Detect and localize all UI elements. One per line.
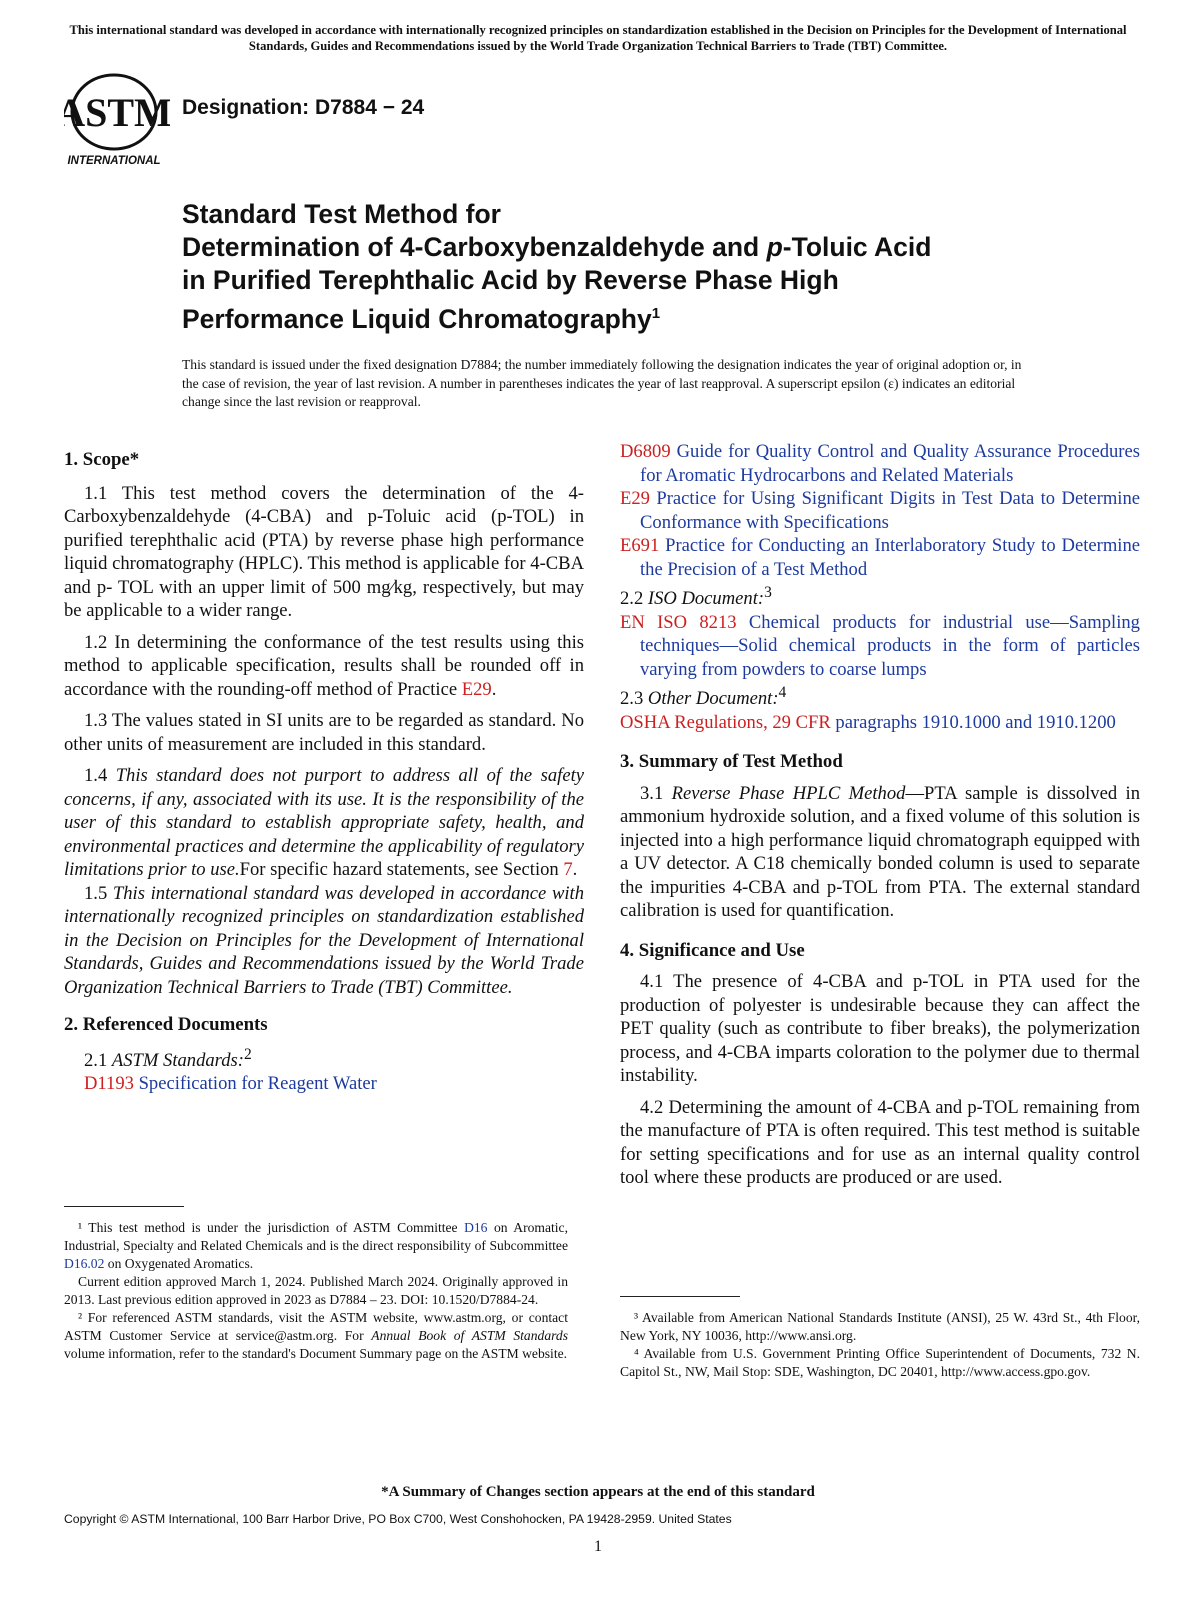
para-4-1: 4.1 The presence of 4-CBA and p-TOL in PTA used for the production of polyester is undesirable because they can affect the PET quality (such as contribute to fiber breaks), the polymerization process, and 4-CBA imparts coloration to the polymer due to thermal instability. <box>620 971 1140 1087</box>
link-section-7[interactable]: 7 <box>563 859 573 880</box>
link-osha-title[interactable]: paragraphs 1910.1000 and 1910.1200 <box>835 711 1116 733</box>
footnote-4: ⁴ Available from U.S. Government Printing Office Superintendent of Documents, 732 N. Capitol St., NW, Mail Stop: SDE, Washington, DC 20401, http://www.access.gpo.gov. <box>620 1346 1140 1379</box>
left-footnotes <box>64 1206 568 1363</box>
footnote-1-edition: Current edition approved March 1, 2024. Published March 2024. Originally approved in 2013. Last previous edition approved in 2023 as D7884 – 23. DOI: 10.1520/D7884-24. <box>64 1274 568 1307</box>
link-e29-title[interactable]: Practice for Using Significant Digits in Test Data to Determine Conformance with Specifications <box>640 488 1140 533</box>
footnote-1: ¹ This test method is under the jurisdiction of ASTM Committee D16 on Aromatic, Industrial, Specialty and Related Chemicals and is the direct responsibility of Subcommittee D16.02 on Oxygenated Aromatics. <box>64 1220 568 1271</box>
footnote-2: ² For referenced ASTM standards, visit the ASTM website, www.astm.org, or contact ASTM Customer Service at service@astm.org. For Annual Book of ASTM Standards volume information, refer to the standard's Document Summary page on the ASTM website. <box>64 1310 568 1361</box>
subsection-2-3: 2.3 Other Document:$^4$ <box>620 684 787 710</box>
section-1-heading: 1. Scope* <box>64 449 140 470</box>
page-number: 1 <box>594 1538 602 1555</box>
link-e29[interactable]: E29 <box>461 678 492 700</box>
footnote-rule <box>64 1206 184 1207</box>
link-d1193[interactable]: D1193 <box>84 1073 134 1095</box>
link-d16[interactable]: D16 <box>464 1220 488 1235</box>
footnote-rule-right <box>620 1296 740 1297</box>
issue-statement: This standard is issued under the fixed designation D7884; the number immediately following the designation indicates the year of original adoption or, in the case of revision, the year of last revision. A number in parentheses indicates the year of last reapproval. A superscript epsilon (ε) indicates an editorial change since the last revision or reapproval. <box>182 357 1022 409</box>
title-footnote-mark: 1 <box>651 305 661 322</box>
link-d1193-title[interactable]: Specification for Reagent Water <box>138 1073 377 1095</box>
ref-iso-8213 <box>620 611 1140 682</box>
ref-d6809 <box>620 440 1140 487</box>
ref-osha <box>620 711 1140 735</box>
link-e691[interactable]: E691 <box>620 535 660 556</box>
summary-of-changes-note: *A Summary of Changes section appears at the end of this standard <box>381 1484 815 1500</box>
ref-d1193 <box>64 1072 584 1096</box>
ref-e29 <box>620 487 1140 534</box>
para-1-5: 1.5 This international standard was developed in accordance with internationally recognized principles on standardization established in the Decision on Principles for the Development of International Standards, Guides and Recommendations issued by the World Trade Organization Technical Barriers to Trade (TBT) Committee. <box>64 882 585 998</box>
section-4-heading: 4. Significance and Use <box>620 939 805 961</box>
right-column <box>620 440 1140 1190</box>
designation: Designation: D7884 − 24 <box>182 96 425 119</box>
para-4-2: 4.2 Determining the amount of 4-CBA and p-TOL remaining from the manufacture of PTA is often required. This test method is suitable for setting specifications and for use as an internal quality control tool where these products are produced or are used. <box>620 1096 1140 1189</box>
copyright: Copyright © ASTM International, 100 Barr Harbor Drive, PO Box C700, West Conshohocken, PA 19428-2959. United States <box>64 1512 732 1526</box>
svg-text:ASTM: ASTM <box>64 90 170 135</box>
document-title: Standard Test Method for Determination of 4-Carboxybenzaldehyde and p-Toluic Acid in Purified Terephthalic Acid by Reverse Phase High Performance Liquid Chromatography$^1$ <box>182 199 932 334</box>
astm-logo-icon <box>64 70 170 166</box>
subsection-2-1: 2.1 ASTM Standards:$^2$ <box>84 1045 252 1071</box>
section-3-heading: 3. Summary of Test Method <box>620 751 843 773</box>
right-footnotes <box>620 1296 1140 1381</box>
ref-e691 <box>620 534 1140 581</box>
astm-logo <box>64 70 170 166</box>
para-1-1: 1.1 This test method covers the determination of the 4-Carboxybenzaldehyde (4-CBA) and p-Toluic acid (p-TOL) in purified terephthalic acid (PTA) by reverse phase high performance liquid chromatography (HPLC). This method is applicable for 4-CBA and p- TOL with an upper limit of 500 mg⁄kg, respectively, but may be applicable to a wider range. <box>64 482 584 621</box>
para-1-4: 1.4 This standard does not purport to address all of the safety concerns, if any, associated with its use. It is the responsibility of the user of this standard to establish appropriate safety, health, and environmental practices and determine the applicability of regulatory limitations prior to use.For specific hazard statements, see Section 7. <box>64 765 584 880</box>
left-column <box>64 448 584 1096</box>
section-2-heading: 2. Referenced Documents <box>64 1014 268 1035</box>
link-e691-title[interactable]: Practice for Conducting an Interlaboratory Study to Determine the Precision of a Test Method <box>640 535 1140 580</box>
para-1-2: 1.2 In determining the conformance of the test results using this method to applicable specification, results shall be rounded off in accordance with the rounding-off method of Practice E29. <box>64 631 584 700</box>
para-3-1: 3.1 Reverse Phase HPLC Method—PTA sample is dissolved in ammonium hydroxide solution, and a fixed volume of this solution is injected into a high performance liquid chromatograph equipped with a UV detector. A C18 chemically bonded column is used to separate the impurities 4-CBA and p-TOL from PTA. The external standard calibration is used for quantification. <box>620 782 1140 922</box>
link-iso-8213[interactable]: EN ISO 8213 <box>620 611 737 633</box>
link-osha[interactable]: OSHA Regulations, 29 CFR <box>620 711 831 733</box>
link-d16-02[interactable]: D16.02 <box>64 1256 105 1271</box>
link-iso-8213-title[interactable]: Chemical products for industrial use—Sampling techniques—Solid chemical products in the form of particles varying from powders to coarse lumps <box>640 611 1140 680</box>
link-d6809[interactable]: D6809 <box>620 441 671 462</box>
svg-text:INTERNATIONAL: INTERNATIONAL <box>67 155 161 166</box>
subsection-2-2: 2.2 ISO Document:$^3$ <box>620 584 772 610</box>
link-d6809-title[interactable]: Guide for Quality Control and Quality Assurance Procedures for Aromatic Hydrocarbons and Related Materials <box>640 441 1140 486</box>
top-notice: This international standard was developed in accordance with internationally recognized principles on standardization established in the Decision on Principles for the Development of International Standards, Guides and Recommendations issued by the World Trade Organization Technical Barriers to Trade (TBT) Committee. <box>69 23 1127 53</box>
para-1-3: 1.3 The values stated in SI units are to be regarded as standard. No other units of measurement are included in this standard. <box>64 710 584 755</box>
footnote-3: ³ Available from American National Standards Institute (ANSI), 25 W. 43rd St., 4th Floor, New York, NY 10036, http://www.ansi.org. <box>620 1310 1140 1343</box>
link-e29-ref[interactable]: E29 <box>620 488 650 509</box>
